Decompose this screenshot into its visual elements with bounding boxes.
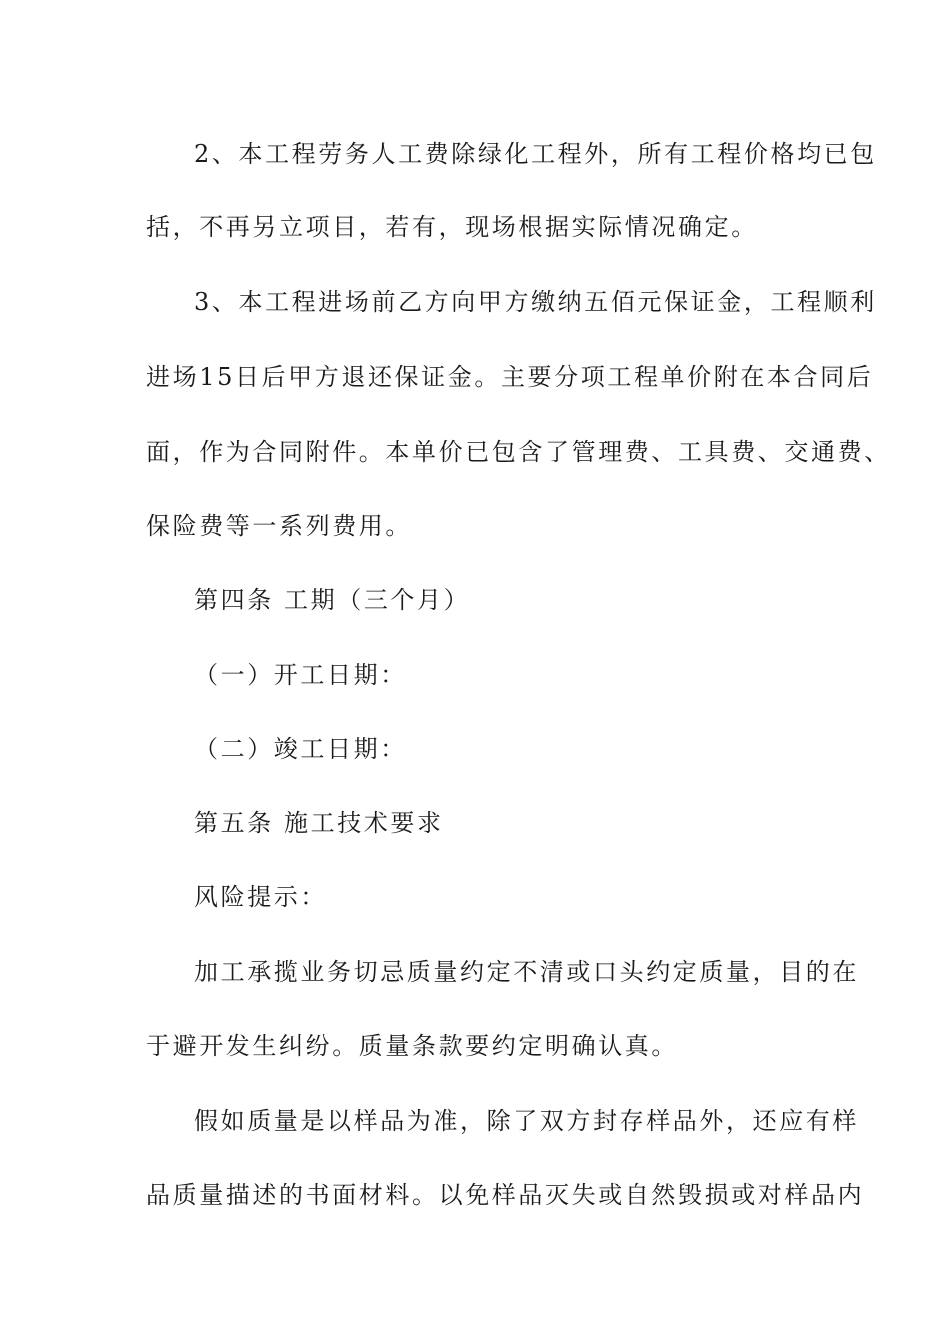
paragraph-line: 面，作为合同附件。本单价已包含了管理费、工具费、交通费、 xyxy=(146,438,891,466)
paragraph-line: 加工承揽业务切忌质量约定不清或口头约定质量，目的在 xyxy=(194,958,859,986)
paragraph-line: 括，不再另立项目，若有，现场根据实际情况确定。 xyxy=(146,213,758,241)
paragraph-line: 假如质量是以样品为准，除了双方封存样品外，还应有样 xyxy=(194,1107,859,1135)
section-heading: 第五条 施工技术要求 xyxy=(194,809,444,837)
paragraph-line: 2、本工程劳务人工费除绿化工程外，所有工程价格均已包 xyxy=(194,140,877,168)
paragraph-line: 进场15日后甲方退还保证金。主要分项工程单价附在本合同后 xyxy=(146,363,874,391)
list-item: （二）竣工日期： xyxy=(194,735,407,763)
risk-notice-label: 风险提示： xyxy=(194,883,327,911)
section-heading: 第四条 工期（三个月） xyxy=(194,586,471,614)
paragraph-line: 保险费等一系列费用。 xyxy=(146,512,412,540)
paragraph-line: 于避开发生纠纷。质量条款要约定明确认真。 xyxy=(146,1032,678,1060)
list-item: （一）开工日期： xyxy=(194,661,407,689)
paragraph-line: 3、本工程进场前乙方向甲方缴纳五佰元保证金，工程顺利 xyxy=(194,288,877,316)
paragraph-line: 品质量描述的书面材料。以免样品灭失或自然毁损或对样品内 xyxy=(146,1181,865,1209)
